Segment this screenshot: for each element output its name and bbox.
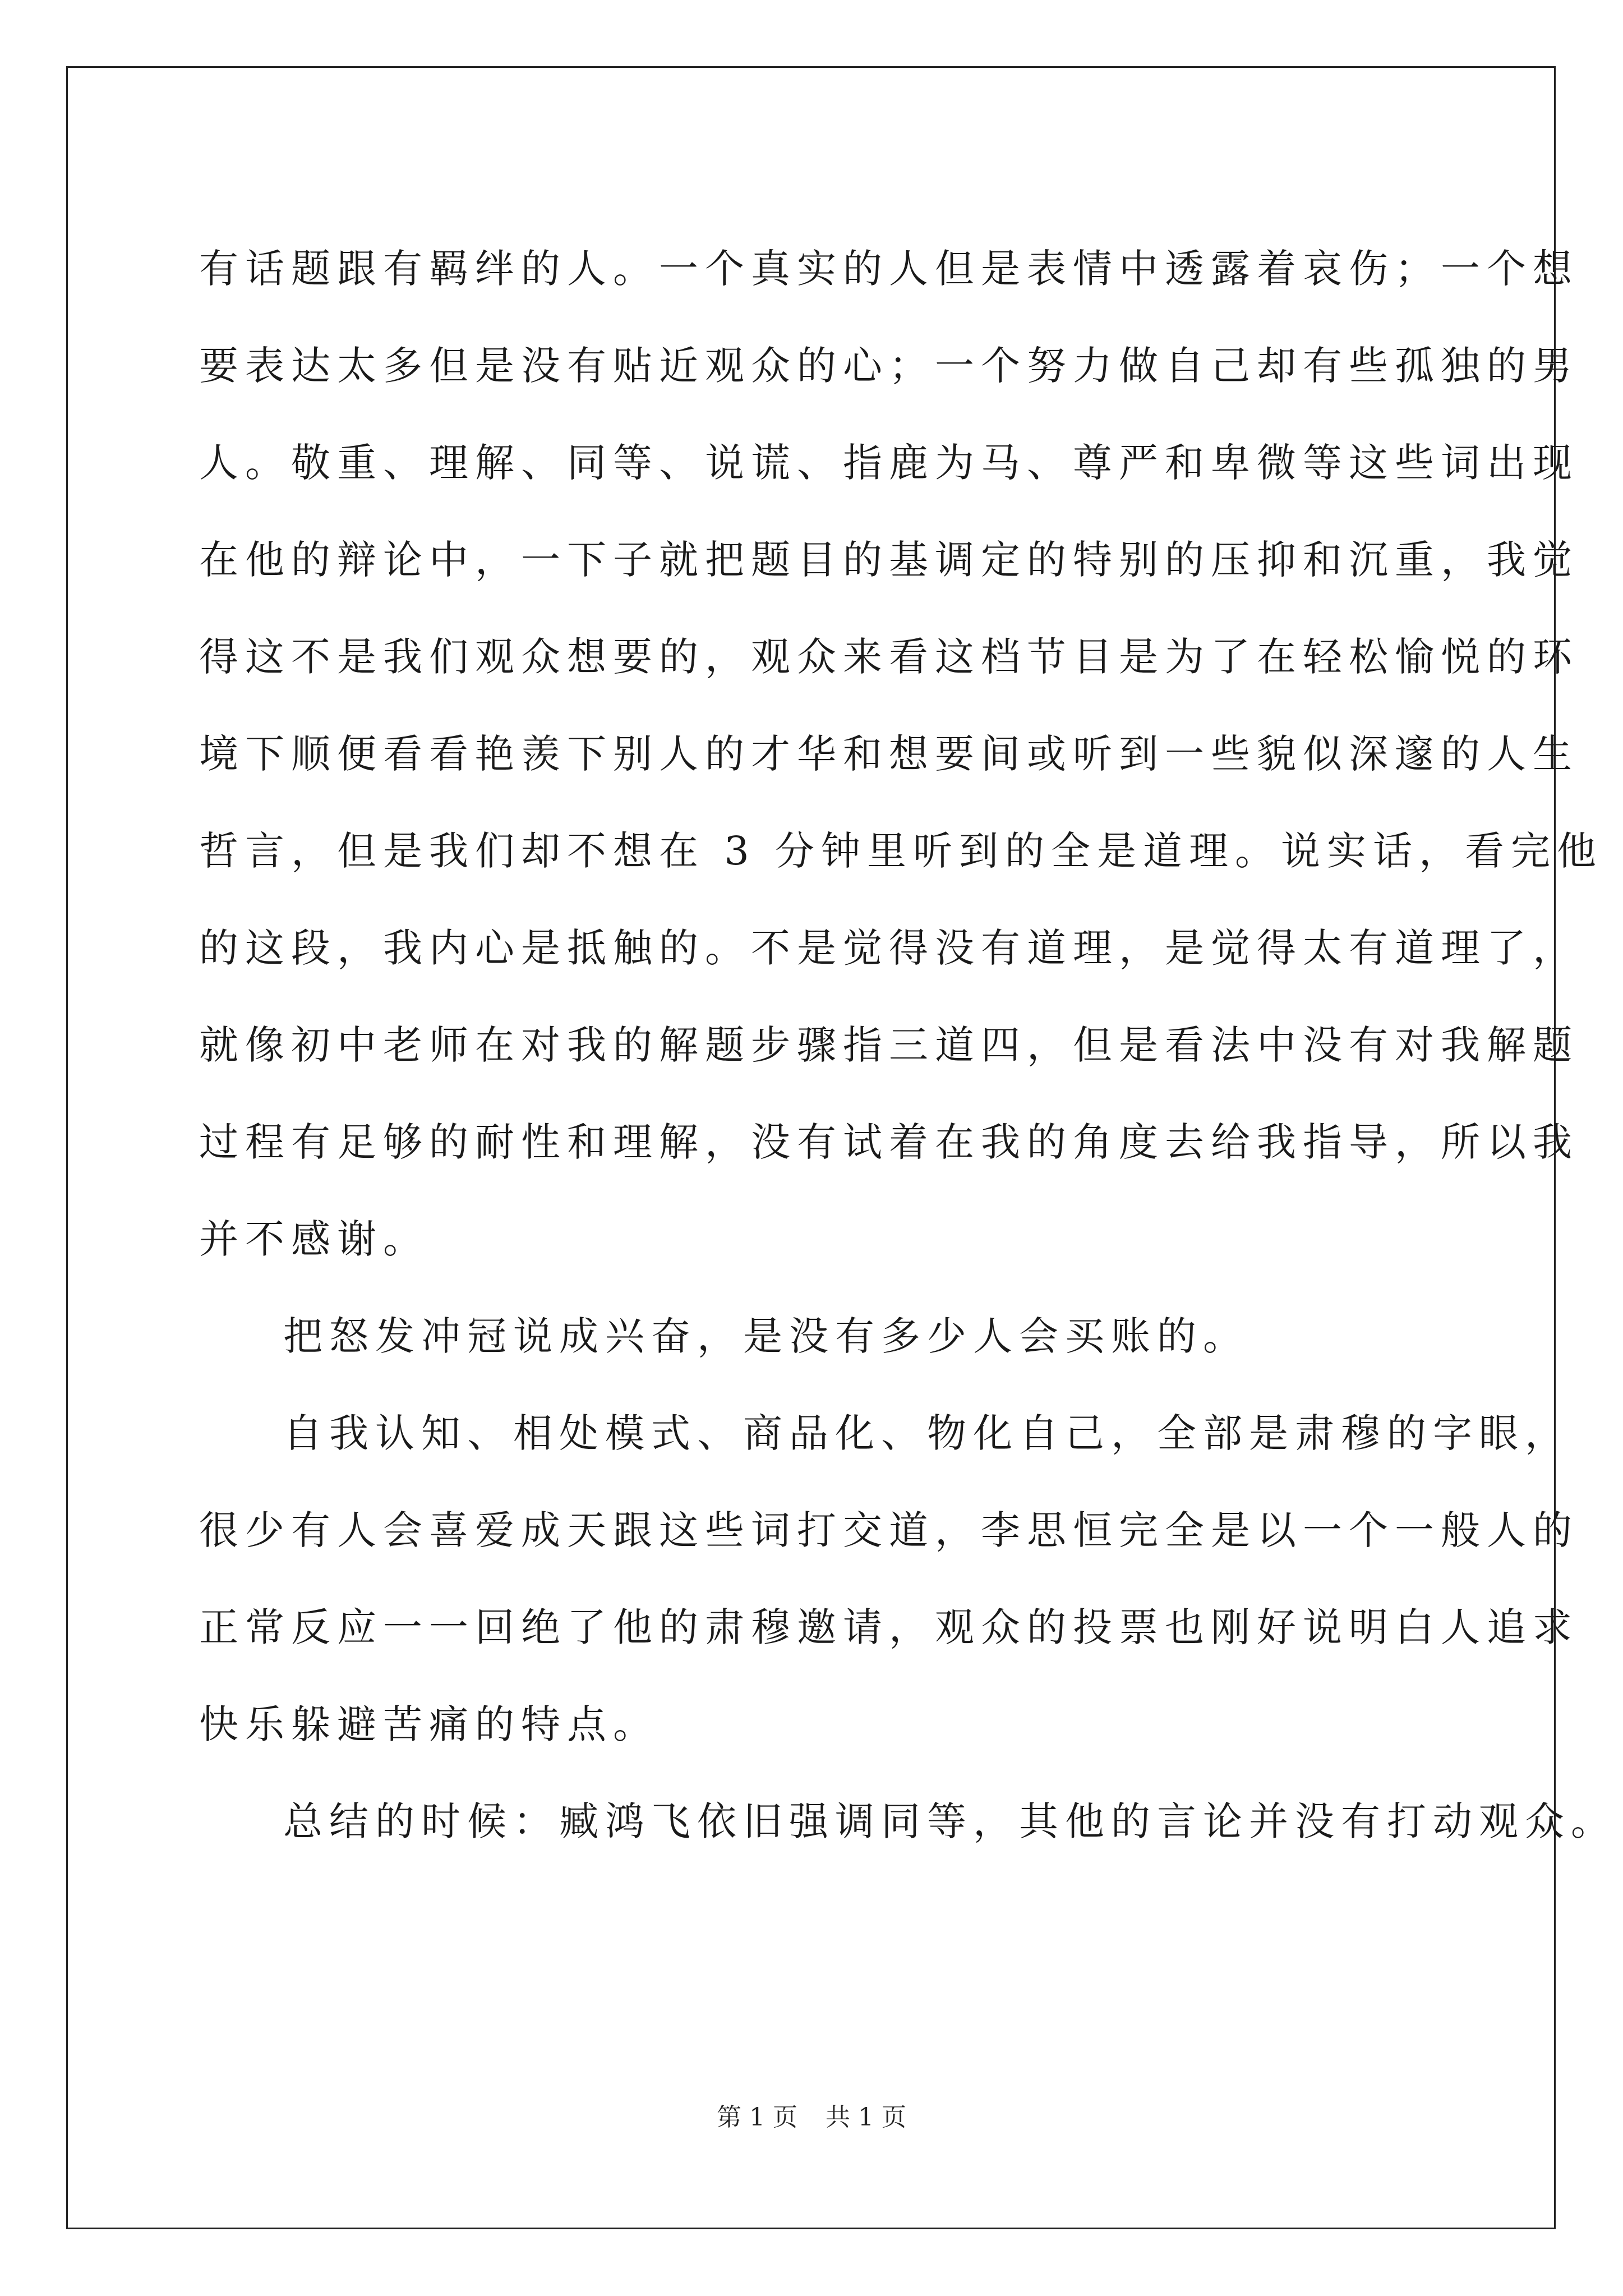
text-line-13: 自我认知、相处模式、商品化、物化自己，全部是肃穆的字眼， [283, 1410, 1571, 1456]
text-line-14: 很少有人会喜爱成天跟这些词打交道，李思恒完全是以一个一般人的 [199, 1507, 1579, 1553]
text-line-7: 哲言，但是我们却不想在 3 分钟里听到的全是道理。说实话，看完他 [199, 828, 1603, 874]
text-line-12: 把怒发冲冠说成兴奋，是没有多少人会买账的。 [283, 1313, 1249, 1359]
document-body [199, 220, 1617, 1870]
text-line-6: 境下顺便看看艳羡下别人的才华和想要间或听到一些貌似深邃的人生 [199, 731, 1579, 777]
page-number-label: 第 1 页 [717, 2103, 797, 2132]
page-footer [0, 2101, 1623, 2134]
text-line-11: 并不感谢。 [199, 1216, 429, 1262]
total-pages-label: 共 1 页 [826, 2103, 906, 2132]
text-line-9: 就像初中老师在对我的解题步骤指三道四，但是看法中没有对我解题 [199, 1022, 1579, 1068]
text-line-4: 在他的辩论中，一下子就把题目的基调定的特别的压抑和沉重，我觉 [199, 537, 1579, 583]
text-line-16: 快乐躲避苦痛的特点。 [199, 1701, 659, 1747]
text-line-15: 正常反应一一回绝了他的肃穆邀请，观众的投票也刚好说明白人追求 [199, 1604, 1579, 1650]
text-line-3: 人。敬重、理解、同等、说谎、指鹿为马、尊严和卑微等这些词出现 [199, 440, 1579, 486]
text-line-8: 的这段，我内心是抵触的。不是觉得没有道理，是觉得太有道理了， [199, 925, 1579, 971]
text-line-10: 过程有足够的耐性和理解，没有试着在我的角度去给我指导，所以我 [199, 1119, 1579, 1165]
text-line-5: 得这不是我们观众想要的，观众来看这档节目是为了在轻松愉悦的环 [199, 634, 1579, 680]
text-line-1: 有话题跟有羁绊的人。一个真实的人但是表情中透露着哀伤；一个想 [199, 246, 1579, 292]
text-line-2: 要表达太多但是没有贴近观众的心；一个努力做自己却有些孤独的男 [199, 343, 1579, 389]
text-line-17: 总结的时候：臧鸿飞依旧强调同等，其他的言论并没有打动观众。 [283, 1798, 1617, 1844]
